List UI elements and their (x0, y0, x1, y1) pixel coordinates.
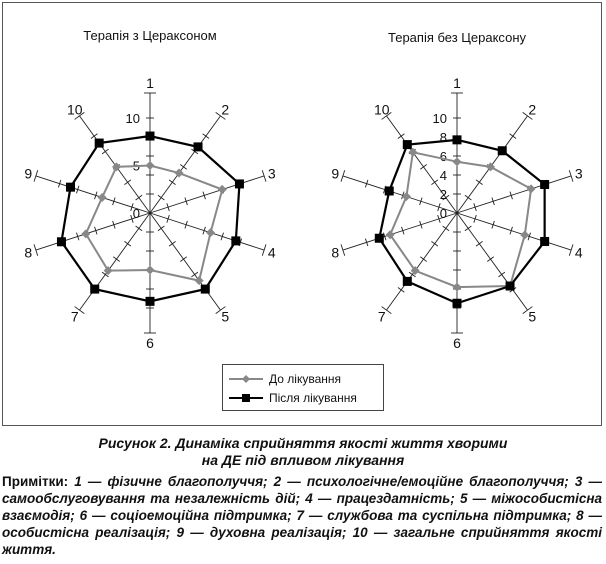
chart-1-tick-label-10: 10 (125, 111, 140, 126)
chart-1-axis-label-6: 6 (146, 335, 154, 351)
chart-1-before-point-6 (146, 266, 155, 275)
chart-1-tick (191, 272, 197, 277)
caption-line-1: Рисунок 2. Динаміка сприйняття якості життя хворими (98, 435, 508, 451)
chart-1-before-point-2 (175, 169, 184, 178)
chart-2-tick (465, 195, 471, 200)
chart-2-axis-label-6: 6 (453, 335, 461, 351)
chart-2-tick (487, 257, 493, 262)
chart-1-axis-label-10: 10 (66, 101, 83, 118)
legend-item-before (229, 370, 341, 388)
chart-2-axis-label-7: 7 (377, 308, 386, 325)
chart-2-tick (431, 180, 437, 185)
chart-1-tick (91, 134, 97, 139)
chart-1-tick (113, 257, 119, 262)
chart-1-before-point-1 (146, 161, 155, 170)
chart-2-axis-label-8: 8 (331, 244, 340, 261)
chart-2-tick (398, 288, 404, 293)
chart-1-series-before-line (86, 166, 222, 281)
chart-2-tick (465, 226, 471, 231)
chart-1-tick (124, 180, 130, 185)
chart-2-tick (476, 241, 482, 246)
chart-1-after-point-6 (146, 297, 155, 306)
chart-2-after-point-5 (506, 282, 515, 291)
chart-2-after-point-3 (540, 180, 549, 189)
legend (222, 364, 384, 411)
chart-1-axis-label-7: 7 (70, 308, 79, 325)
chart-1-tick-label-0: 0 (132, 206, 140, 221)
chart-1-tick (158, 226, 164, 231)
chart-1-before-point-3 (218, 185, 227, 194)
chart-1-after-point-4 (231, 236, 240, 245)
chart-2-tick-label-6: 6 (439, 149, 447, 164)
chart-1-before-point-10 (112, 162, 121, 171)
chart-2-tick (510, 134, 516, 139)
chart-1-axis-label-8: 8 (24, 244, 33, 261)
chart-1-spoke-3 (150, 176, 264, 213)
chart-2-title: Терапія без Цераксону (388, 30, 526, 45)
chart-2-series-before-line (390, 152, 531, 287)
chart-1-before-point-8 (81, 229, 90, 238)
chart-2-tick (498, 272, 504, 277)
notes-label: Примітки: (2, 474, 69, 489)
legend-swatch-after (229, 392, 263, 404)
chart-2-axis-label-3: 3 (574, 165, 583, 182)
chart-2-before-point-10 (408, 148, 417, 157)
chart-2-after-point-7 (403, 277, 412, 286)
chart-1-after-point-8 (57, 237, 66, 246)
chart-1-axis-label-4: 4 (267, 244, 276, 261)
chart-2-axis-label-4: 4 (574, 244, 583, 261)
chart-2-spoke-3 (457, 176, 571, 213)
chart-1-tick (180, 257, 186, 262)
chart-2-tick-label-4: 4 (439, 168, 447, 183)
chart-2-tick-label-10: 10 (432, 111, 447, 126)
chart-2-tick (443, 226, 449, 231)
chart-2-after-point-4 (540, 237, 549, 246)
chart-2-axis-label-5: 5 (528, 308, 537, 325)
chart-1-before-point-5 (195, 276, 204, 285)
chart-1-after-point-3 (235, 179, 244, 188)
notes-text: 1 — фізичне благополуччя; 2 — психологічне/емоційне благополуччя; 3 — самообслуговування та незалежність дій; 4 — працездатність; 5 — міжособистісна взаємодія; 6 — соціоемоційна підтримка; 7 — службова та суспільна підтримка; 8 — особистісна реалізація; 9 — духовна реалізація; 10 — загальне сприйняття якості життя. (2, 474, 602, 557)
chart-1-before-point-4 (206, 228, 215, 237)
chart-1-after-point-5 (201, 285, 210, 294)
chart-2-spoke-4 (457, 213, 571, 250)
chart-2-tick (431, 241, 437, 246)
chart-2-axis-label-9: 9 (331, 165, 340, 182)
chart-2-after-point-1 (453, 135, 462, 144)
chart-1-before-point-9 (98, 193, 107, 202)
chart-1-tick (102, 149, 108, 154)
chart-1-title: Терапія з Цераксоном (83, 28, 217, 43)
chart-2-after-point-6 (453, 299, 462, 308)
chart-1-after-point-2 (194, 142, 203, 151)
chart-1-tick (169, 180, 175, 185)
chart-2-after-point-10 (403, 140, 412, 149)
chart-1-axis-label-5: 5 (221, 308, 230, 325)
legend-label-before: До лікування (269, 372, 341, 386)
legend-swatch-before (229, 373, 263, 385)
chart-2-after-point-2 (498, 146, 507, 155)
chart-2-tick (420, 165, 426, 170)
figure-caption (0, 435, 606, 469)
chart-2-after-point-8 (375, 234, 384, 243)
chart-2-tick (398, 134, 404, 139)
chart-1-tick (124, 241, 130, 246)
chart-1-tick (180, 165, 186, 170)
chart-1-tick (136, 226, 142, 231)
chart-2-tick-label-2: 2 (439, 187, 447, 202)
chart-2-axis-label-1: 1 (453, 75, 461, 91)
chart-2-axis-label-2: 2 (528, 101, 537, 118)
chart-1-tick (203, 134, 209, 139)
chart-2-tick (476, 180, 482, 185)
chart-2-tick-label-0: 0 (439, 206, 447, 221)
chart-1-tick-label-5: 5 (132, 158, 140, 174)
chart-2-after-point-9 (385, 186, 394, 195)
legend-label-after: Після лікування (269, 391, 357, 405)
chart-2-before-point-6 (453, 283, 462, 292)
chart-2-axis-label-10: 10 (373, 101, 390, 118)
chart-2-tick-label-8: 8 (439, 130, 447, 145)
chart-1-axis-label-1: 1 (146, 75, 154, 91)
chart-1-tick (169, 241, 175, 246)
chart-1-after-point-7 (90, 285, 99, 294)
chart-1-tick (136, 195, 142, 200)
chart-1-series-after-line (61, 136, 239, 301)
chart-2-before-point-2 (486, 162, 495, 171)
caption-line-2: на ДЕ під впливом лікування (201, 452, 405, 468)
chart-1-after-point-9 (66, 183, 75, 192)
figure-notes (2, 473, 602, 558)
chart-2-before-point-4 (520, 231, 529, 240)
chart-1-after-point-1 (146, 132, 155, 141)
chart-1-axis-label-9: 9 (24, 165, 33, 182)
legend-item-after (229, 389, 357, 407)
chart-1-axis-label-2: 2 (221, 101, 230, 118)
chart-2-tick (420, 257, 426, 262)
chart-2-before-point-1 (453, 157, 462, 166)
chart-1-after-point-10 (95, 139, 104, 148)
chart-1-axis-label-3: 3 (267, 165, 276, 182)
chart-1-tick (158, 195, 164, 200)
